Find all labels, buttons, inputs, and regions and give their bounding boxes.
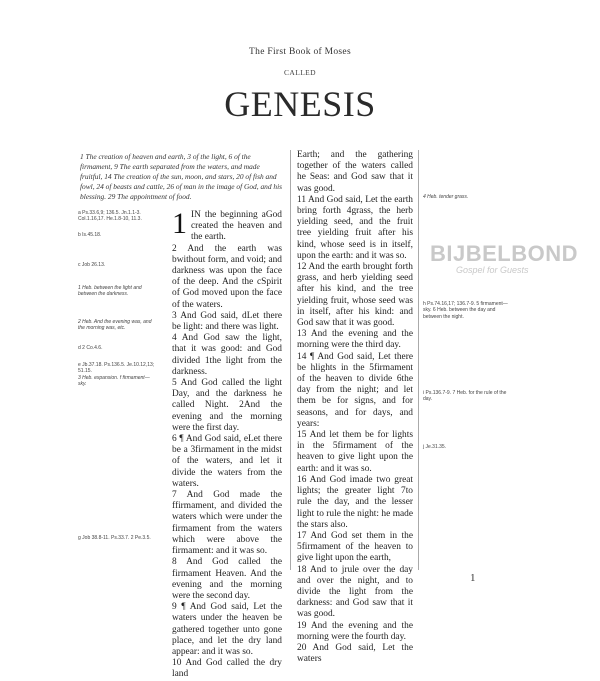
middle-text-column <box>297 150 413 665</box>
footnote-2: 2 Heb. And the evening was, and the morning was, etc. <box>78 319 152 332</box>
footnote-4: 4 Heb. tender grass. <box>423 194 469 200</box>
verse-6: 6 ¶ And God said, eLet there be a 3firmament in the midst of the waters, and let it divide the waters from the waters. <box>172 434 282 489</box>
crossref-h: h Ps.74.16,17; 136.7-9. 5 firmament—sky. 6 Heb. between the day and between the night. <box>423 301 508 320</box>
crossref-e: e Jb.37.18. Ps.136.5. Je.10.12,13; 51.15. <box>78 362 155 375</box>
verse-9: 9 ¶ And God said, Let the waters under the heaven be gathered together unto gone place, and let the dry land appear: and it was so. <box>172 602 282 657</box>
left-text-column <box>172 207 282 681</box>
verse-15: 15 And let them be for lights in the 5firmament of the heaven to give light upon the earth: and it was so. <box>297 430 413 474</box>
verse-16: 16 And God imade two great lights; the greater light 7to rule the day, and the lesser light to rule the night: he made the stars also. <box>297 474 413 530</box>
verse-5: 5 And God called the light Day, and the darkness he called Night. 2And the evening and the morning were the first day. <box>172 378 282 433</box>
column-divider-center <box>290 150 291 570</box>
verse-7: 7 And God made the ffirmament, and divided the waters which were under the firmament from the waters which were above the firmament: and it was so. <box>172 490 282 557</box>
verse-2: 2 And the earth was bwithout form, and void; and darkness was upon the face of the deep. And the cSpirit of God moved upon the face of the waters. <box>172 243 282 310</box>
verse-14: 14 ¶ And God said, Let there be hlights in the 5firmament of the heaven to divide 6the day from the night; and let them be for signs, and for seasons, and for days, and years: <box>297 351 413 429</box>
bijbelbond-watermark <box>430 243 578 276</box>
book-title: GENESIS <box>224 84 376 124</box>
crossref-i: i Ps.136.7-9. 7 Heb. for the rule of the day. <box>423 390 507 403</box>
verse-20: 20 And God said, Let the waters <box>297 642 413 665</box>
footnote-3: 3 Heb. expansion. f firmament—sky. <box>78 375 150 388</box>
chapter-summary: 1 The creation of heaven and earth, 3 of the light, 6 of the firmament, 9 The earth separated from the waters, and made fruitful, 14 The creation of the sun, moon, and stars, 20 of fish and fowl, 24 of beasts and cattle, 26 of man in the image of God, and his blessing. 29 The appointment of food. <box>80 152 283 201</box>
verse-13: 13 And the evening and the morning were the third day. <box>297 329 413 351</box>
crossref-b: b Is.45.18. <box>78 232 102 238</box>
footnote-1: 1 Heb. between the light and between the darkness. <box>78 285 142 298</box>
verse-8: 8 And God called the firmament Heaven. And the evening and the morning were the second day. <box>172 557 282 601</box>
crossref-a: a Ps.33.6,9; 136.5. Jn.1.1-3. Col.1.16,17. He.1.8-10, 11.3. <box>78 210 142 223</box>
chapter-dropcap: 1 <box>172 207 187 240</box>
watermark-brand: BIJBELBOND <box>430 241 579 266</box>
verse-11: 11 And God said, Let the earth bring forth 4grass, the herb yielding seed, and the fruit tree yielding fruit after his kind, whose seed is in itself, upon the earth: and it was so. <box>297 194 413 261</box>
page-number: 1 <box>470 572 476 584</box>
verse-10: 10 And God called the dry land <box>172 658 282 680</box>
crossref-g: g Job 38.8-11. Ps.33.7. 2 Pe.3.5. <box>78 535 151 541</box>
crossref-d: d 2 Co.4.6. <box>78 345 103 351</box>
verse-17: 17 And God set them in the 5firmament of the heaven to give light upon the earth, <box>297 530 413 564</box>
verse-4: 4 And God saw the light, that it was good: and God divided 1the light from the darkness. <box>172 333 282 377</box>
verse-12: 12 And the earth brought forth grass, and herb yielding seed after his kind, and the tree yielding fruit, whose seed was in itself, after his kind: and God saw that it was good. <box>297 262 413 329</box>
verse-1: IN the beginning aGod created the heaven and the earth. <box>191 210 282 243</box>
book-subtitle: The First Book of Moses <box>249 47 351 57</box>
crossref-c: c Job 26.13. <box>78 262 106 268</box>
crossref-j: j Je.31.35. <box>423 444 447 450</box>
verse-10-cont: Earth; and the gathering together of the waters called he Seas: and God saw that it was good. <box>297 150 413 194</box>
verse-18: 18 And to jrule over the day and over the night, and to divide the light from the darkness: and God saw that it was good. <box>297 564 413 620</box>
verse-3: 3 And God said, dLet there be light: and there was light. <box>172 310 282 333</box>
watermark-tagline: Gospel for Guests <box>456 265 529 275</box>
called-label: CALLED <box>284 68 316 77</box>
verse-19: 19 And the evening and the morning were the fourth day. <box>297 620 413 642</box>
column-divider-right <box>418 150 419 570</box>
